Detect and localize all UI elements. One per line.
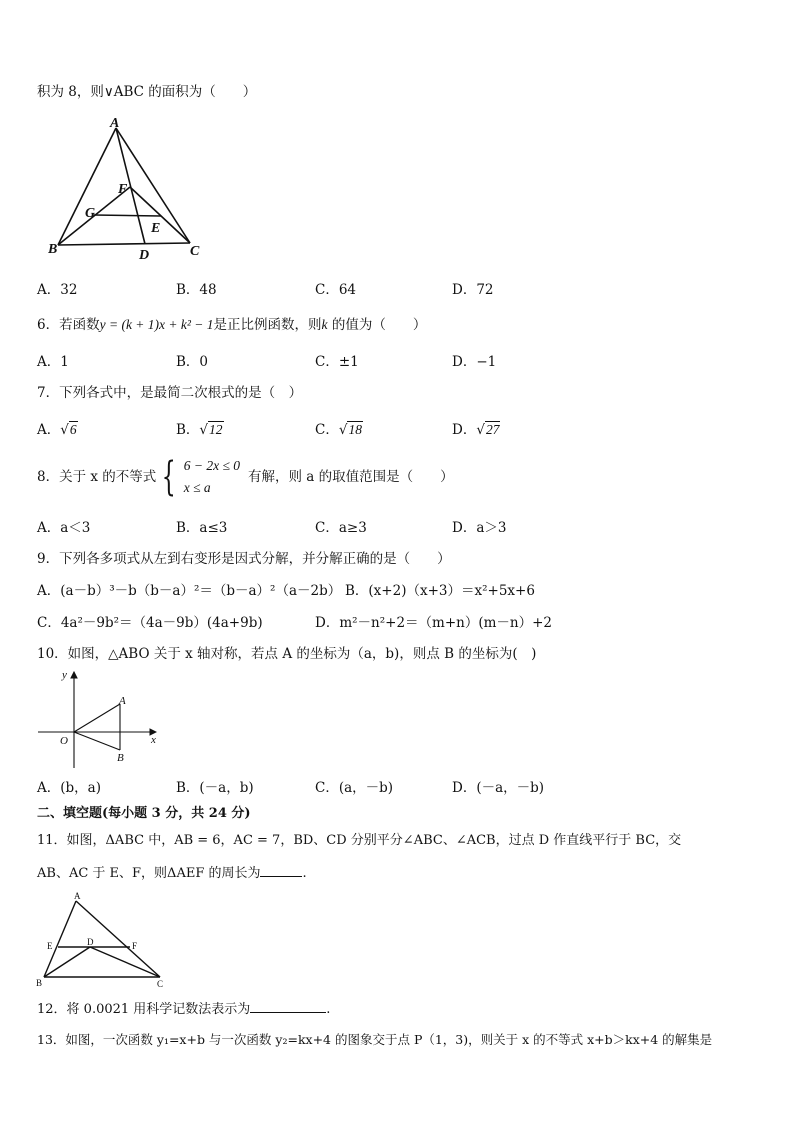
q8-option-a: A．a＜3 — [37, 520, 91, 536]
q6-option-d: D．−1 — [452, 354, 497, 370]
q6-option-c: C．±1 — [315, 354, 359, 370]
q8-inequality-2: x ≤ a — [183, 480, 211, 495]
q7-option-b — [176, 420, 224, 440]
q6-variable: k — [321, 317, 328, 332]
q7-option-c-radicand: 18 — [348, 422, 362, 437]
sqrt-symbol: √18 — [338, 422, 362, 438]
q5-option-a: A．32 — [37, 282, 78, 298]
sqrt-symbol: √6 — [60, 422, 77, 438]
q8-stem-pre: 8．关于 x 的不等式 — [37, 469, 157, 485]
q11-line-2-text: AB、AC 于 E、F，则ΔAEF 的周长为 — [37, 866, 261, 881]
q7-option-d — [452, 420, 500, 440]
q7-option-c — [315, 420, 363, 440]
q11-label-B: B — [36, 978, 43, 988]
q8-inequality-system — [184, 455, 240, 499]
q7-option-b-label: B． — [176, 422, 200, 438]
q7-option-a-label: A． — [37, 422, 61, 438]
q10-axis-label-y: y — [62, 669, 67, 681]
q5-label-B: B — [48, 242, 58, 257]
q11-label-E: E — [47, 941, 53, 951]
q10-option-c: C．(a，－b) — [315, 780, 394, 796]
q7-option-b-radicand: 12 — [209, 422, 223, 437]
q12-stem — [37, 998, 330, 1020]
sqrt-symbol: √12 — [199, 422, 223, 438]
q5-triangle-figure — [48, 115, 208, 265]
left-brace-symbol: { — [162, 454, 177, 500]
q12-answer-blank[interactable] — [250, 998, 326, 1013]
q5-label-A: A — [110, 116, 120, 131]
q6-stem-pre: 6．若函数 — [37, 317, 100, 333]
q6-option-b: B．0 — [176, 354, 209, 370]
q9-option-b: B．(x+2)（x+3）＝x²+5x+6 — [345, 583, 535, 599]
q8-option-b: B．a≤3 — [176, 520, 228, 536]
q7-option-a-radicand: 6 — [69, 422, 77, 437]
q9-option-c: C．4a²－9b²＝（4a－9b）(4a+9b) — [37, 615, 263, 631]
q9-option-d: D．m²－n²+2＝（m+n）(m－n）+2 — [315, 615, 553, 631]
q7-option-a — [37, 420, 78, 440]
q5-option-b: B．48 — [176, 282, 217, 298]
q5-stem: 积为 8，则∨ABC 的面积为（ ） — [37, 84, 257, 100]
q11-label-C: C — [157, 979, 164, 989]
q10-coordinate-figure — [36, 666, 166, 770]
q7-option-d-label: D． — [452, 422, 477, 438]
q13-stem: 13．如图，一次函数 y₁=x+b 与一次函数 y₂=kx+4 的图象交于点 P（1，3)，则关于 x 的不等式 x+b＞kx+4 的解集是 — [37, 1032, 713, 1047]
q11-period: . — [302, 866, 307, 881]
q12-period: . — [326, 1002, 331, 1017]
q6-stem — [37, 315, 426, 335]
q11-label-F: F — [132, 941, 138, 951]
q5-label-F: F — [118, 182, 128, 197]
q10-label-A: A — [119, 695, 126, 707]
q11-line-2 — [37, 862, 307, 884]
q10-option-b: B．(－a，b) — [176, 780, 254, 796]
q9-stem: 9．下列各多项式从左到右变形是因式分解，并分解正确的是（ ） — [37, 551, 451, 567]
q11-line-1: 11．如图，ΔABC 中，AB = 6，AC = 7，BD、CD 分别平分∠ABC、∠ACB，过点 D 作直线平行于 BC，交 — [37, 833, 682, 848]
q11-triangle-figure — [36, 889, 172, 991]
q8-option-d: D．a＞3 — [452, 520, 507, 536]
sqrt-symbol: √27 — [476, 422, 500, 438]
section-2-title: 二、填空题(每小题 3 分，共 24 分) — [37, 806, 251, 821]
q5-label-G: G — [85, 206, 96, 221]
q8-stem-post: 有解，则 a 的取值范围是（ ） — [248, 469, 454, 485]
q5-option-c: C．64 — [315, 282, 357, 298]
q10-stem: 10．如图，△ABO 关于 x 轴对称，若点 A 的坐标为（a，b)，则点 B 的坐标为( ) — [37, 646, 537, 662]
q5-label-C: C — [190, 244, 200, 259]
q8-stem — [37, 455, 454, 499]
q10-option-a: A．(b，a) — [37, 780, 101, 796]
q7-option-d-radicand: 27 — [485, 422, 500, 437]
q6-option-a: A．1 — [37, 354, 69, 370]
q6-stem-post: 的值为（ ） — [327, 317, 427, 333]
q11-label-D: D — [87, 937, 94, 947]
q5-label-D: D — [139, 248, 150, 263]
q11-label-A: A — [74, 891, 81, 901]
q12-stem-text: 12．将 0.0021 用科学记数法表示为 — [37, 1002, 251, 1017]
q10-option-d: D．(－a，－b) — [452, 780, 545, 796]
q8-option-c: C．a≥3 — [315, 520, 367, 536]
q8-inequality-1: 6 − 2x ≤ 0 — [183, 458, 241, 473]
q5-label-E: E — [151, 221, 161, 236]
q10-label-O: O — [60, 735, 68, 747]
q7-stem: 7．下列各式中，是最简二次根式的是（ ） — [37, 385, 303, 401]
q10-axis-label-x: x — [151, 734, 156, 746]
q5-option-d: D．72 — [452, 282, 494, 298]
q6-stem-mid: 是正比例函数，则 — [213, 317, 322, 333]
q7-option-c-label: C． — [315, 422, 339, 438]
q10-label-B: B — [117, 752, 124, 764]
q9-option-a: A．(a－b）³－b（b－a）²＝（b－a）²（a－2b） — [37, 583, 342, 599]
q6-expression: y = (k + 1)x + k² − 1 — [99, 317, 214, 332]
q11-answer-blank[interactable] — [260, 862, 302, 877]
